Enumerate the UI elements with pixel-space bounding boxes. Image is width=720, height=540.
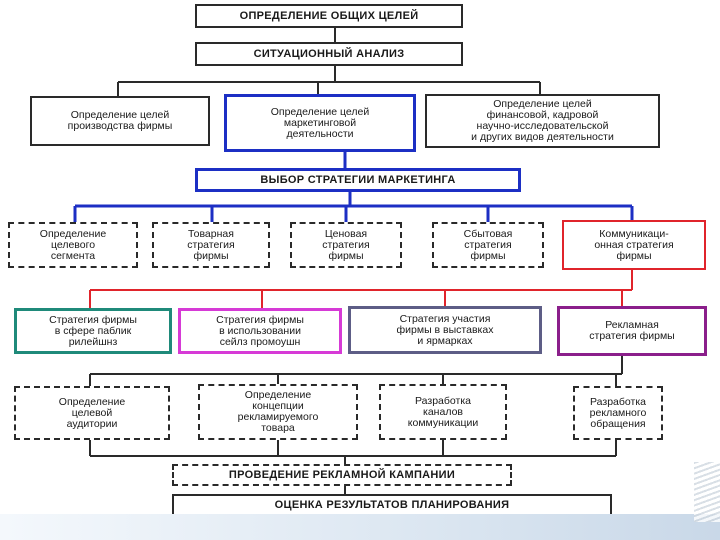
box-communication-channels: Разработка каналов коммуникации [379,384,507,440]
box-production-goals: Определение целей производства фирмы [30,96,210,146]
box-ad-message: Разработка рекламного обращения [573,386,663,440]
decorative-stripes [694,462,720,522]
box-ad-campaign: ПРОВЕДЕНИЕ РЕКЛАМНОЙ КАМПАНИИ [172,464,512,486]
box-sales-strategy: Сбытовая стратегия фирмы [432,222,544,268]
box-define-goals: ОПРЕДЕЛЕНИЕ ОБЩИХ ЦЕЛЕЙ [195,4,463,28]
box-situational-analysis: СИТУАЦИОННЫЙ АНАЛИЗ [195,42,463,66]
box-strategy-choice: ВЫБОР СТРАТЕГИИ МАРКЕТИНГА [195,168,521,192]
box-sales-promotion-strategy: Стратегия фирмы в использовании сейлз промоушн [178,308,342,354]
box-advertising-strategy: Рекламная стратегия фирмы [557,306,707,356]
box-target-segment: Определение целевого сегмента [8,222,138,268]
box-planning-evaluation: ОЦЕНКА РЕЗУЛЬТАТОВ ПЛАНИРОВАНИЯ [172,494,612,516]
box-pr-strategy: Стратегия фирмы в сфере паблик рилейшнз [14,308,172,354]
box-exhibitions-strategy: Стратегия участия фирмы в выставках и ярмарках [348,306,542,354]
box-product-strategy: Товарная стратегия фирмы [152,222,270,268]
slide-footer-band [0,514,720,540]
box-other-goals: Определение целей финансовой, кадровой научно-исследовательской и других видов деятельности [425,94,660,148]
box-communication-strategy: Коммуникаци- онная стратегия фирмы [562,220,706,270]
box-target-audience: Определение целевой аудитории [14,386,170,440]
box-price-strategy: Ценовая стратегия фирмы [290,222,402,268]
box-marketing-goals: Определение целей маркетинговой деятельности [224,94,416,152]
box-product-concept: Определение концепции рекламируемого товара [198,384,358,440]
